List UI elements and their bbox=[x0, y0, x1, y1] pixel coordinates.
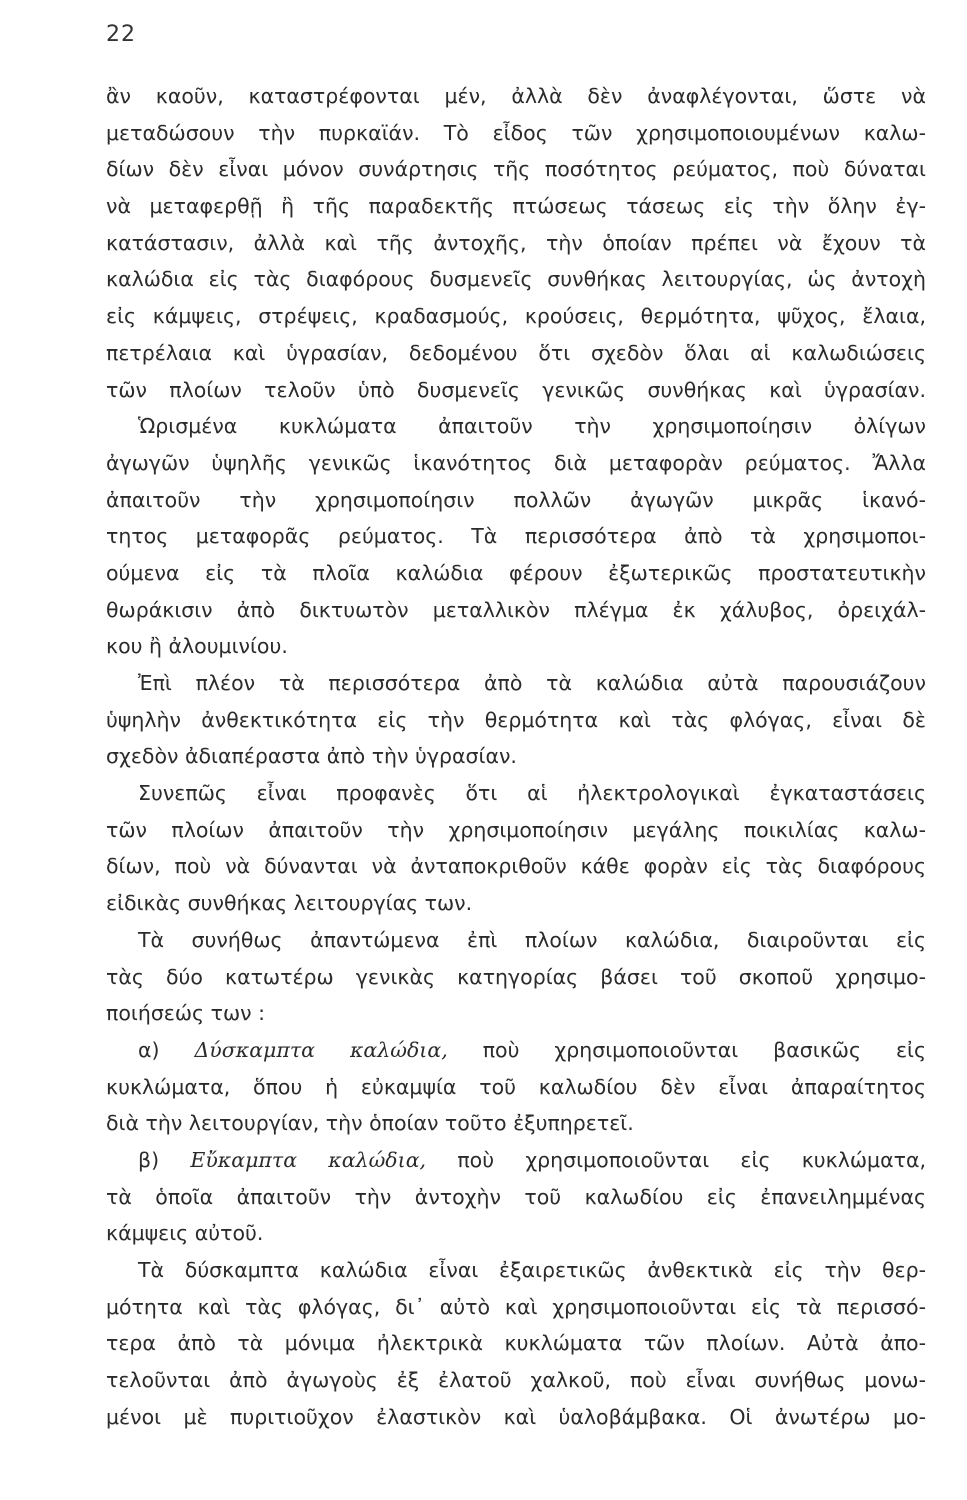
list-marker: β) bbox=[138, 1147, 160, 1172]
text-line: κυκλώματα, ὅπου ἡ εὐκαμψία τοῦ καλωδίου δὲν εἶναι ἀπαραίτητος bbox=[106, 1074, 926, 1099]
text-line: τελοῦνται ἀπὸ ἀγωγοὺς ἐξ ἐλατοῦ χαλκοῦ, ποὺ εἶναι συνήθως μονω- bbox=[106, 1368, 926, 1393]
main-paragraphs bbox=[106, 78, 926, 1032]
list-text: ποὺ χρησιμοποιοῦνται βασικῶς εἰς bbox=[482, 1037, 926, 1062]
text-line: εἰδικὰς συνθήκας λειτουργίας των. bbox=[106, 891, 473, 916]
text-line: ἂν καοῦν, καταστρέφονται μέν, ἀλλὰ δὲν ἀναφλέγονται, ὥστε νὰ bbox=[106, 84, 926, 108]
text-line: τερα ἀπὸ τὰ μόνιμα ἠλεκτρικὰ κυκλώματα τῶν πλοίων. Αὐτὰ ἀπο- bbox=[106, 1331, 926, 1356]
text-line: δίων, ποὺ νὰ δύνανται νὰ ἀνταποκριθοῦν κάθε φορὰν εἰς τὰς διαφόρους bbox=[106, 854, 926, 879]
text-line: Ἐπὶ πλέον τὰ περισσότερα ἀπὸ τὰ καλώδια αὐτὰ παρουσιάζουν bbox=[138, 671, 926, 695]
text-line: πετρέλαια καὶ ὑγρασίαν, δεδομένου ὅτι σχεδὸν ὅλαι αἱ καλωδιώσεις bbox=[106, 340, 926, 365]
text-line: ὑψηλὴν ἀνθεκτικότητα εἰς τὴν θερμότητα καὶ τὰς φλόγας, εἶναι δὲ bbox=[106, 707, 926, 732]
text-line: σχεδὸν ἀδιαπέραστα ἀπὸ τὴν ὑγρασίαν. bbox=[106, 744, 517, 769]
text-line: μότητα καὶ τὰς φλόγας, δι᾽ αὐτὸ καὶ χρησιμοποιοῦνται εἰς τὰ περισσό- bbox=[106, 1294, 926, 1319]
text-line: τητος μεταφορᾶς ρεύματος. Τὰ περισσότερα ἀπὸ τὰ χρησιμοποι- bbox=[106, 524, 926, 549]
text-line: τῶν πλοίων τελοῦν ὑπὸ δυσμενεῖς γενικῶς συνθήκας καὶ ὑγρασίαν. bbox=[106, 377, 926, 402]
text-line: καλώδια εἰς τὰς διαφόρους δυσμενεῖς συνθήκας λειτουργίας, ὡς ἀντοχὴ bbox=[106, 267, 926, 292]
text-line: δίων δὲν εἶναι μόνον συνάρτησις τῆς ποσότητος ρεύματος, ποὺ δύναται bbox=[106, 157, 926, 182]
text-line: ἀπαιτοῦν τὴν χρησιμοποίησιν πολλῶν ἀγωγῶν μικρᾶς ἱκανό- bbox=[106, 487, 926, 512]
text-line: κατάστασιν, ἀλλὰ καὶ τῆς ἀντοχῆς, τὴν ὁποίαν πρέπει νὰ ἔχουν τὰ bbox=[106, 230, 926, 255]
text-line: διὰ τὴν λειτουργίαν, τὴν ὁποίαν τοῦτο ἐξυπηρετεῖ. bbox=[106, 1111, 634, 1136]
cable-category-list bbox=[106, 1032, 926, 1252]
text-line: κου ἢ ἀλουμινίου. bbox=[106, 634, 288, 659]
list-item bbox=[106, 1142, 926, 1179]
text-line: μεταδώσουν τὴν πυρκαϊάν. Τὸ εἶδος τῶν χρησιμοποιουμένων καλω- bbox=[106, 120, 926, 145]
list-text: ποὺ χρησιμοποιοῦνται εἰς κυκλώματα, bbox=[457, 1147, 926, 1172]
list-marker: α) bbox=[138, 1037, 160, 1062]
closing-paragraph bbox=[106, 1252, 926, 1435]
list-item bbox=[106, 1032, 926, 1069]
text-line: ποιήσεώς των : bbox=[106, 1001, 265, 1026]
text-line: θωράκισιν ἀπὸ δικτυωτὸν μεταλλικὸν πλέγμα ἐκ χάλυβος, ὀρειχάλ- bbox=[106, 597, 926, 622]
text-line: ούμενα εἰς τὰ πλοῖα καλώδια φέρουν ἐξωτερικῶς προστατευτικὴν bbox=[106, 560, 926, 585]
text-line: μένοι μὲ πυριτιοῦχον ἐλαστικὸν καὶ ὑαλοβάμβακα. Οἱ ἀνωτέρω μο- bbox=[106, 1404, 926, 1429]
text-line: Τὰ συνήθως ἀπαντώμενα ἐπὶ πλοίων καλώδια, διαιροῦνται εἰς bbox=[138, 927, 926, 952]
text-line: Ὡρισμένα κυκλώματα ἀπαιτοῦν τὴν χρησιμοποίησιν ὀλίγων bbox=[138, 414, 926, 439]
body-text bbox=[106, 78, 926, 1435]
text-line: τὰς δύο κατωτέρω γενικὰς κατηγορίας βάσει τοῦ σκοποῦ χρησιμο- bbox=[106, 964, 926, 989]
list-term: Εὔκαμπτα καλώδια, bbox=[190, 1147, 427, 1172]
text-line: κάμψεις αὐτοῦ. bbox=[106, 1221, 264, 1246]
page-number: 22 bbox=[106, 22, 136, 47]
text-line: εἰς κάμψεις, στρέψεις, κραδασμούς, κρούσεις, θερμότητα, ψῦχος, ἔλαια, bbox=[106, 304, 926, 329]
text-line: ἀγωγῶν ὑψηλῆς γενικῶς ἱκανότητος διὰ μεταφορὰν ρεύματος. Ἄλλα bbox=[106, 450, 926, 475]
text-line: Συνεπῶς εἶναι προφανὲς ὅτι αἱ ἠλεκτρολογικαὶ ἐγκαταστάσεις bbox=[138, 781, 926, 806]
list-term: Δύσκαμπτα καλώδια, bbox=[194, 1037, 448, 1062]
text-line: Τὰ δύσκαμπτα καλώδια εἶναι ἐξαιρετικῶς ἀνθεκτικὰ εἰς τὴν θερ- bbox=[138, 1258, 926, 1282]
text-line: νὰ μεταφερθῇ ἢ τῆς παραδεκτῆς πτώσεως τάσεως εἰς τὴν ὅλην ἐγ- bbox=[106, 194, 926, 219]
text-line: τῶν πλοίων ἀπαιτοῦν τὴν χρησιμοποίησιν μεγάλης ποικιλίας καλω- bbox=[106, 817, 926, 842]
text-line: τὰ ὁποῖα ἀπαιτοῦν τὴν ἀντοχὴν τοῦ καλωδίου εἰς ἐπανειλημμένας bbox=[106, 1184, 926, 1209]
